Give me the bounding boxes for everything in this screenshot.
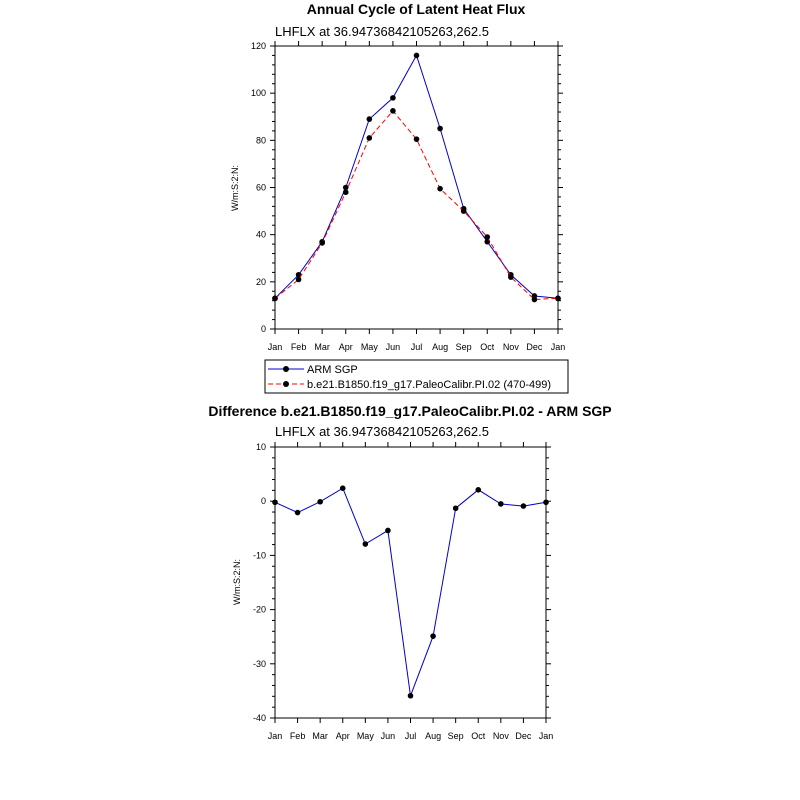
chart2-xtick-label: Apr — [335, 731, 350, 741]
chart2-xtick-label: Mar — [312, 731, 328, 741]
chart2-xtick-label: Jan — [267, 731, 283, 741]
chart1-xtick-label: Dec — [526, 342, 543, 352]
chart2-xtick-label: Sep — [447, 731, 464, 741]
chart1-series-2-point — [508, 274, 514, 280]
chart2-series-1-point — [408, 693, 414, 699]
chart2-ylabel: W/m:S:2:N: — [232, 558, 242, 606]
chart2-subtitle: LHFLX at 36.94736842105263,262.5 — [275, 424, 489, 439]
chart1-series-2-point — [319, 240, 325, 246]
chart2-ytick-label: 10 — [255, 442, 266, 452]
chart2-series-1-point — [340, 485, 346, 491]
chart2-series-1-point — [498, 501, 504, 507]
chart1-marks — [251, 41, 565, 352]
chart1-xtick-label: Jan — [550, 342, 566, 352]
chart1-series-1-point — [414, 53, 420, 59]
chart2-xtick-label: Jul — [404, 731, 417, 741]
chart1-ytick-label: 40 — [255, 229, 266, 240]
chart1-xtick-label: Oct — [480, 342, 495, 352]
legend-label-arm-sgp: ARM SGP — [307, 364, 358, 376]
chart2-xtick-label: May — [356, 731, 374, 741]
chart1-xtick-label: Feb — [290, 342, 307, 352]
chart2-xtick-label: Oct — [471, 731, 486, 741]
chart1-ylabel: W/m:S:2:N: — [230, 164, 240, 212]
chart2-series-1-point — [317, 499, 323, 505]
chart1-ytick-label: 120 — [250, 41, 266, 51]
chart1-ytick-label: 100 — [250, 88, 266, 99]
chart2-series-1-point — [543, 499, 549, 505]
chart1-ytick-label: 80 — [255, 135, 266, 146]
chart2-title: Difference b.e21.B1850.f19_g17.PaleoCalibr.PI.02 - ARM SGP — [208, 403, 612, 419]
chart1-xtick-label: Jul — [410, 342, 423, 352]
legend-label-model: b.e21.B1850.f19_g17.PaleoCalibr.PI.02 (470-499) — [307, 379, 552, 391]
chart2-xtick-label: Jan — [538, 731, 554, 741]
chart1-series-2-point — [343, 189, 349, 195]
chart2-xtick-label: Nov — [492, 731, 509, 741]
chart1-series-1-line — [275, 55, 558, 298]
chart1-xtick-label: Jun — [385, 342, 401, 352]
chart1-subtitle: LHFLX at 36.94736842105263,262.5 — [275, 24, 489, 39]
legend-marker-arm-sgp — [283, 366, 289, 372]
chart2-series-1-line — [275, 488, 546, 696]
chart1-series-2-point — [461, 208, 467, 214]
chart1-ytick-label: 20 — [255, 276, 266, 287]
chart1-series-1-point — [367, 116, 373, 122]
chart2-series-1-point — [475, 487, 481, 493]
chart2-xtick-label: Dec — [515, 731, 532, 741]
chart1-plot-frame — [275, 46, 558, 329]
chart1-series-2-point — [367, 135, 373, 141]
chart2-series-1-point — [521, 503, 527, 509]
chart2-series-1-point — [272, 499, 278, 505]
legend-marker-model — [283, 381, 289, 387]
chart2-ytick-label: -40 — [252, 713, 266, 723]
chart2-series-1-point — [363, 541, 369, 547]
chart2-series-1-point — [385, 528, 391, 534]
chart2-xtick-label: Aug — [425, 731, 442, 741]
chart2-series-1-point — [295, 510, 301, 516]
chart1-xtick-label: Apr — [338, 342, 353, 352]
chart2-series-1-point — [453, 505, 459, 511]
chart1-series-1-point — [390, 95, 396, 101]
chart1-series-2-point — [272, 296, 278, 302]
chart1-series-2-point — [484, 234, 490, 240]
chart1-series-2-point — [437, 186, 443, 192]
chart2-ytick-label: 0 — [260, 496, 266, 507]
chart2-ytick-label: -20 — [252, 604, 266, 615]
chart1-title: Annual Cycle of Latent Heat Flux — [306, 1, 526, 17]
chart1-series-2-point — [296, 277, 302, 283]
chart1-series-2-point — [414, 136, 420, 142]
chart2-xtick-label: Feb — [289, 731, 306, 741]
chart1-series-2-point — [390, 108, 396, 114]
chart1-xtick-label: Aug — [432, 342, 449, 352]
chart2-ytick-label: -10 — [252, 550, 266, 561]
chart1-xtick-label: Sep — [455, 342, 472, 352]
chart1-series-2-point — [555, 296, 561, 302]
chart1-ytick-label: 0 — [260, 324, 266, 334]
chart1-xtick-label: May — [360, 342, 378, 352]
chart1-series-1-point — [437, 126, 443, 132]
chart2-plot-frame — [275, 447, 546, 718]
chart2-xtick-label: Jun — [380, 731, 396, 741]
chart2-ytick-label: -30 — [252, 658, 266, 669]
chart1-ytick-label: 60 — [255, 182, 266, 193]
chart1-xtick-label: Nov — [502, 342, 519, 352]
chart1-xtick-label: Jan — [267, 342, 283, 352]
chart1-series-2-point — [532, 297, 538, 303]
chart2-series-1-point — [430, 633, 436, 639]
chart1-xtick-label: Mar — [314, 342, 330, 352]
chart2-marks — [253, 442, 553, 741]
